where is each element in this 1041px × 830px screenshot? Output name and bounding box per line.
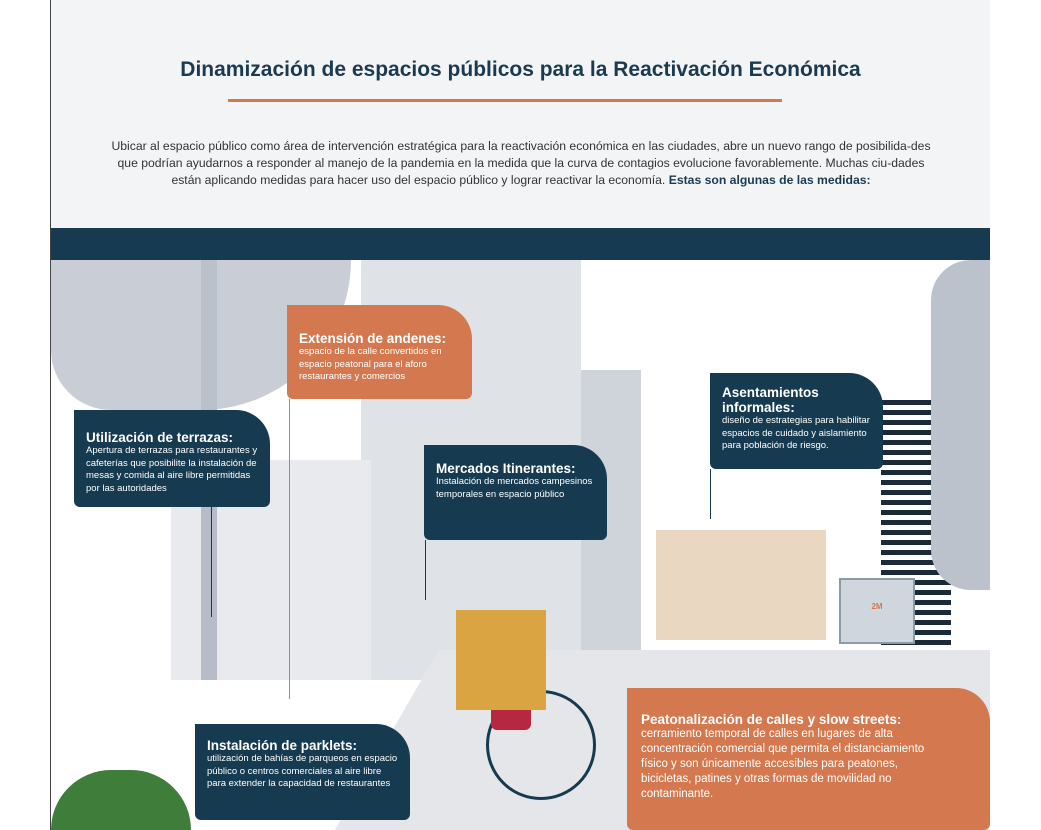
intro-body: Ubicar al espacio público como área de intervención estratégica para la reactivación económica en las ciudades, abre un nuevo rango de posibilida-des que podrían ayudarnos a responder al manejo de la pandemia en la medida que la curva de contagios evolucione favorablemente. Muchas ciu-dades están aplicando medidas para hacer uso del espacio público y lograr reactivar la economía. [111,139,931,187]
sign-distance-label: 2M [871,602,883,611]
title-underline [228,99,782,102]
measure-title: Utilización de terrazas: [86,430,234,445]
measure-text: diseño de estrategias para habilitar espacios de cuidado y aislamiento para población de riesgo. [722,415,870,451]
measure-title: Peatonalización de calles y slow streets: [641,712,902,727]
measure-title: Extensión de andenes: [299,331,447,346]
intro-text [111,138,931,189]
intro-bold: Estas son algunas de las medidas: [668,173,871,187]
measure-text: Instalación de mercados campesinos temporales en espacio público [436,476,593,500]
market-stall [456,610,546,710]
measure-peatonalizacion [627,688,990,830]
page-title: Dinamización de espacios públicos para la Reactivación Económica [180,58,861,81]
distance-sign [839,578,915,644]
measure-text: cerramiento temporal de calles en lugares de alta concentración comercial que permita el distanciamiento físico y son únicamente accesibles para peatones, bicicletas, patines y otras formas de movilidad no contaminante. [641,728,925,800]
measure-asentamientos [710,373,883,469]
measure-title: Instalación de parklets: [207,738,358,753]
measure-andenes [287,305,472,399]
header [51,0,990,228]
measure-mercados [424,445,607,540]
connector-asentamientos [710,469,711,519]
tree-canopy [931,260,990,590]
connector-terrazas [211,507,212,617]
measure-title: Mercados Itinerantes: [436,461,576,476]
measure-text: espacio de la calle convertidos en espacio peatonal para el aforo restaurantes y comercios [299,346,442,382]
measure-parklets [195,724,410,820]
church [656,530,826,640]
measure-text: utilización de bahías de parqueos en espacio público o centros comerciales al aire libre para extender la capacidad de restaurantes [207,753,398,789]
divider-band [51,228,990,260]
connector-mercados [425,540,426,600]
bush [51,770,191,830]
measure-title: Asentamientos informales: [722,385,819,415]
connector-andenes [289,399,290,699]
measure-terrazas [74,410,270,507]
measure-text: Apertura de terrazas para restaurantes y cafeterías que posibilite la instalación de mesas y comida al aire libre permitidas por las autoridades [86,445,258,494]
